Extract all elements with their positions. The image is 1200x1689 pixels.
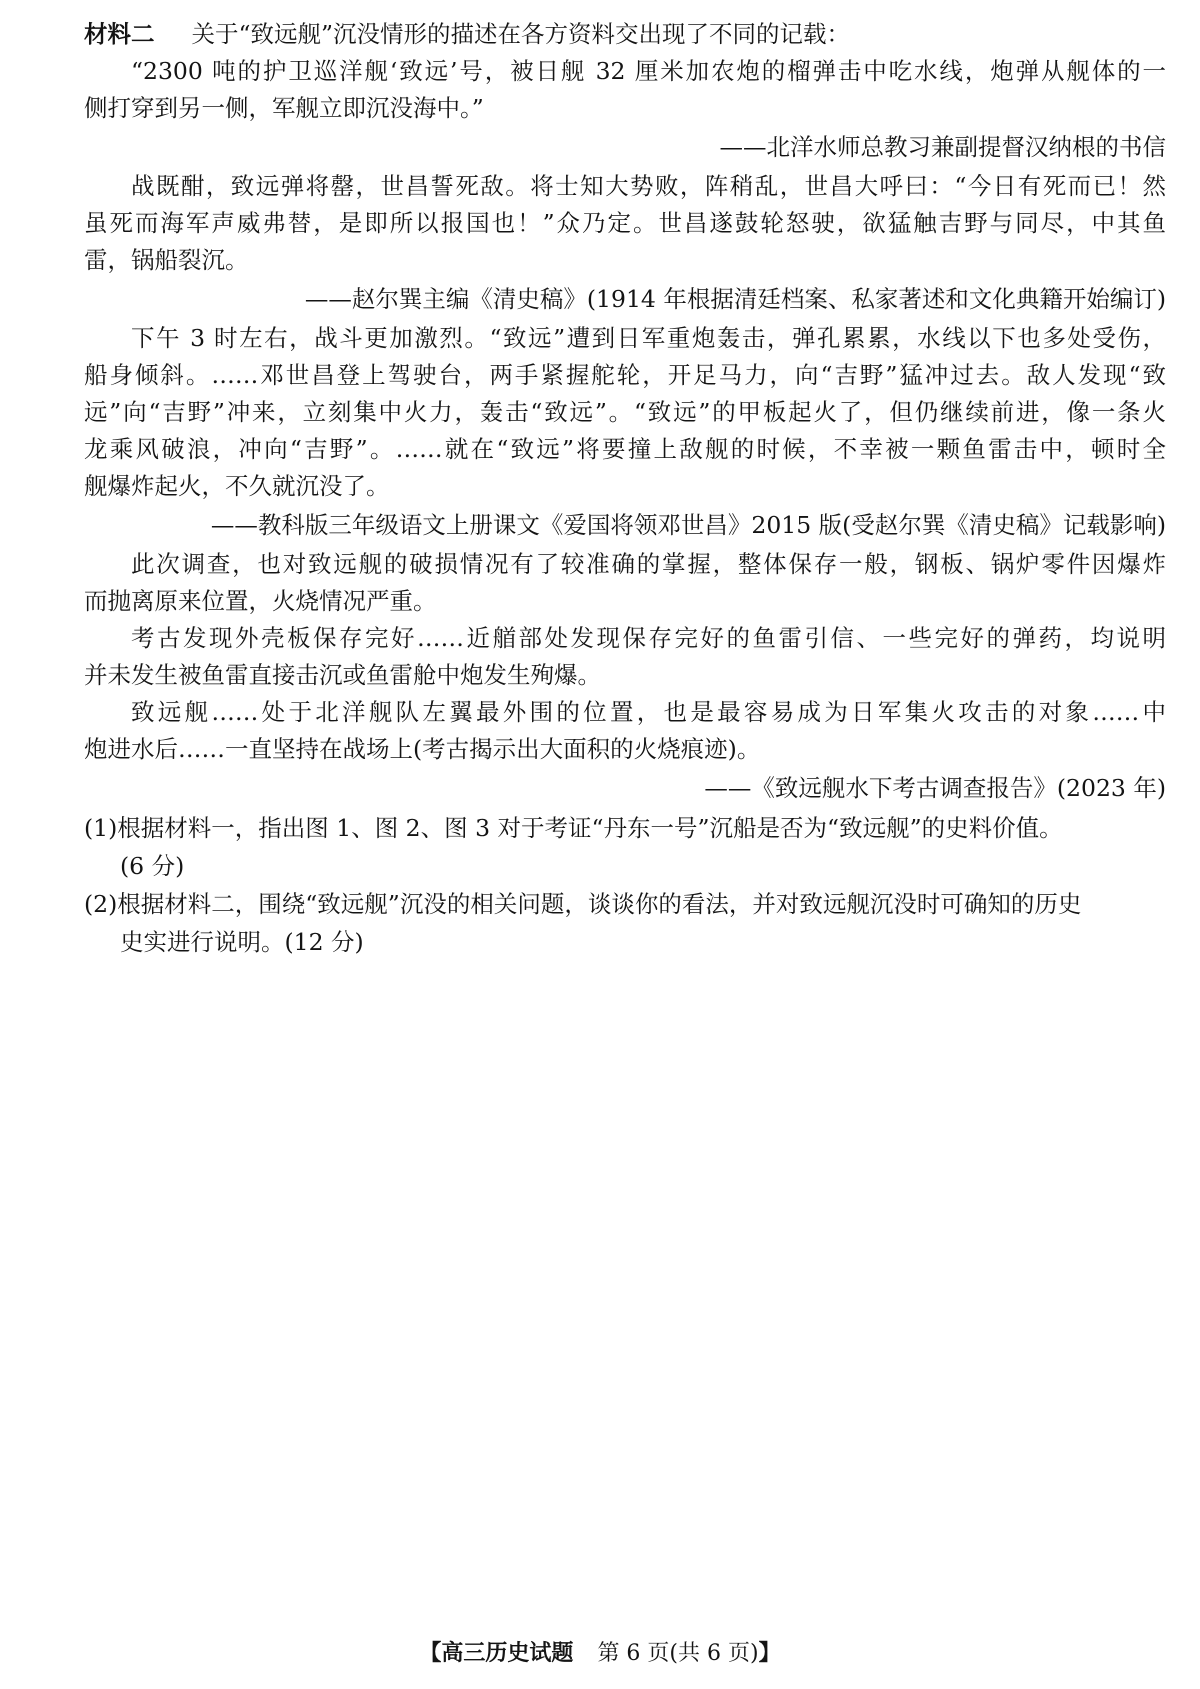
quote2-line-1: 战既酣，致远弹将罄，世昌誓死敌。将士知大势败，阵稍乱，世昌大呼曰：“今日有死而已！然 (131, 172, 1166, 200)
question-2-line-2: 史实进行说明。(12 分) (120, 928, 364, 956)
question-1-line-1: (1)根据材料一，指出图 1、图 2、图 3 对于考证“丹东一号”沉船是否为“致远舰”的史料价值。 (84, 814, 1063, 842)
quote1-line-2: 侧打穿到另一侧，军舰立即沉没海中。” (84, 94, 484, 122)
material-heading (84, 16, 1166, 53)
document-body (84, 16, 1166, 961)
footer-page-number: 第 6 页(共 6 页) (597, 1641, 759, 1666)
quote2-line-2: 虽死而海军声威弗替，是即所以报国也！”众乃定。世昌遂鼓轮怒驶，欲猛触吉野与同尽，中其鱼 (84, 209, 1166, 237)
quote1-line-1: “2300 吨的护卫巡洋舰‘致远’号，被日舰 32 厘米加农炮的榴弹击中吃水线，炮弹从舰体的一 (131, 57, 1166, 85)
question-2-line-1: (2)根据材料二，围绕“致远舰”沉没的相关问题，谈谈你的看法，并对致远舰沉没时可确知的历史 (84, 890, 1082, 918)
quote3-line-1: 下午 3 时左右，战斗更加激烈。“致远”遭到日军重炮轰击，弹孔累累，水线以下也多处受伤， (131, 324, 1166, 352)
material-label: 材料二 (84, 20, 155, 48)
footer-title: 高三历史试题 (441, 1641, 574, 1666)
quote3-line-2: 船身倾斜。……邓世昌登上驾驶台，两手紧握舵轮，开足马力，向“吉野”猛冲过去。敌人发现“致 (84, 361, 1166, 389)
quote4-p2-line-2: 并未发生被鱼雷直接击沉或鱼雷舱中炮发生殉爆。 (84, 661, 601, 689)
quote3-line-5: 舰爆炸起火，不久就沉没了。 (84, 472, 390, 500)
question-1-line-2: (6 分) (120, 852, 185, 880)
quote2-line-3: 雷，锅船裂沉。 (84, 246, 249, 274)
quote3-source: ——教科版三年级语文上册课文《爱国将领邓世昌》2015 版(受赵尔巽《清史稿》记载影响) (210, 511, 1166, 539)
quote4-p3-line-2: 炮进水后……一直坚持在战场上(考古揭示出大面积的火烧痕迹)。 (84, 735, 761, 763)
page-footer (0, 1639, 1200, 1669)
quote3-line-4: 龙乘风破浪，冲向“吉野”。……就在“致远”将要撞上敌舰的时候，不幸被一颗鱼雷击中，顿时全 (84, 435, 1166, 463)
footer-bracket-close: 】 (758, 1641, 781, 1666)
quote1-source: ——北洋水师总教习兼副提督汉纳根的书信 (719, 133, 1166, 161)
quote2-source: ——赵尔巽主编《清史稿》(1914 年根据清廷档案、私家著述和文化典籍开始编订) (304, 285, 1166, 313)
quote3-line-3: 远”向“吉野”冲来，立刻集中火力，轰击“致远”。“致远”的甲板起火了，但仍继续前进，像一条火 (84, 398, 1166, 426)
quote4-source: ——《致远舰水下考古调查报告》(2023 年) (704, 774, 1166, 802)
material-intro: 关于“致远舰”沉没情形的描述在各方资料交出现了不同的记载： (191, 20, 850, 48)
quote4-p3-line-1: 致远舰……处于北洋舰队左翼最外围的位置，也是最容易成为日军集火攻击的对象……中 (131, 698, 1166, 726)
quote4-p2-line-1: 考古发现外壳板保存完好……近艏部处发现保存完好的鱼雷引信、一些完好的弹药，均说明 (131, 624, 1166, 652)
footer-bracket-open: 【 (419, 1641, 442, 1666)
quote4-p1-line-2: 而抛离原来位置，火烧情况严重。 (84, 587, 437, 615)
quote4-p1-line-1: 此次调查，也对致远舰的破损情况有了较准确的掌握，整体保存一般，钢板、锅炉零件因爆炸 (131, 550, 1166, 578)
